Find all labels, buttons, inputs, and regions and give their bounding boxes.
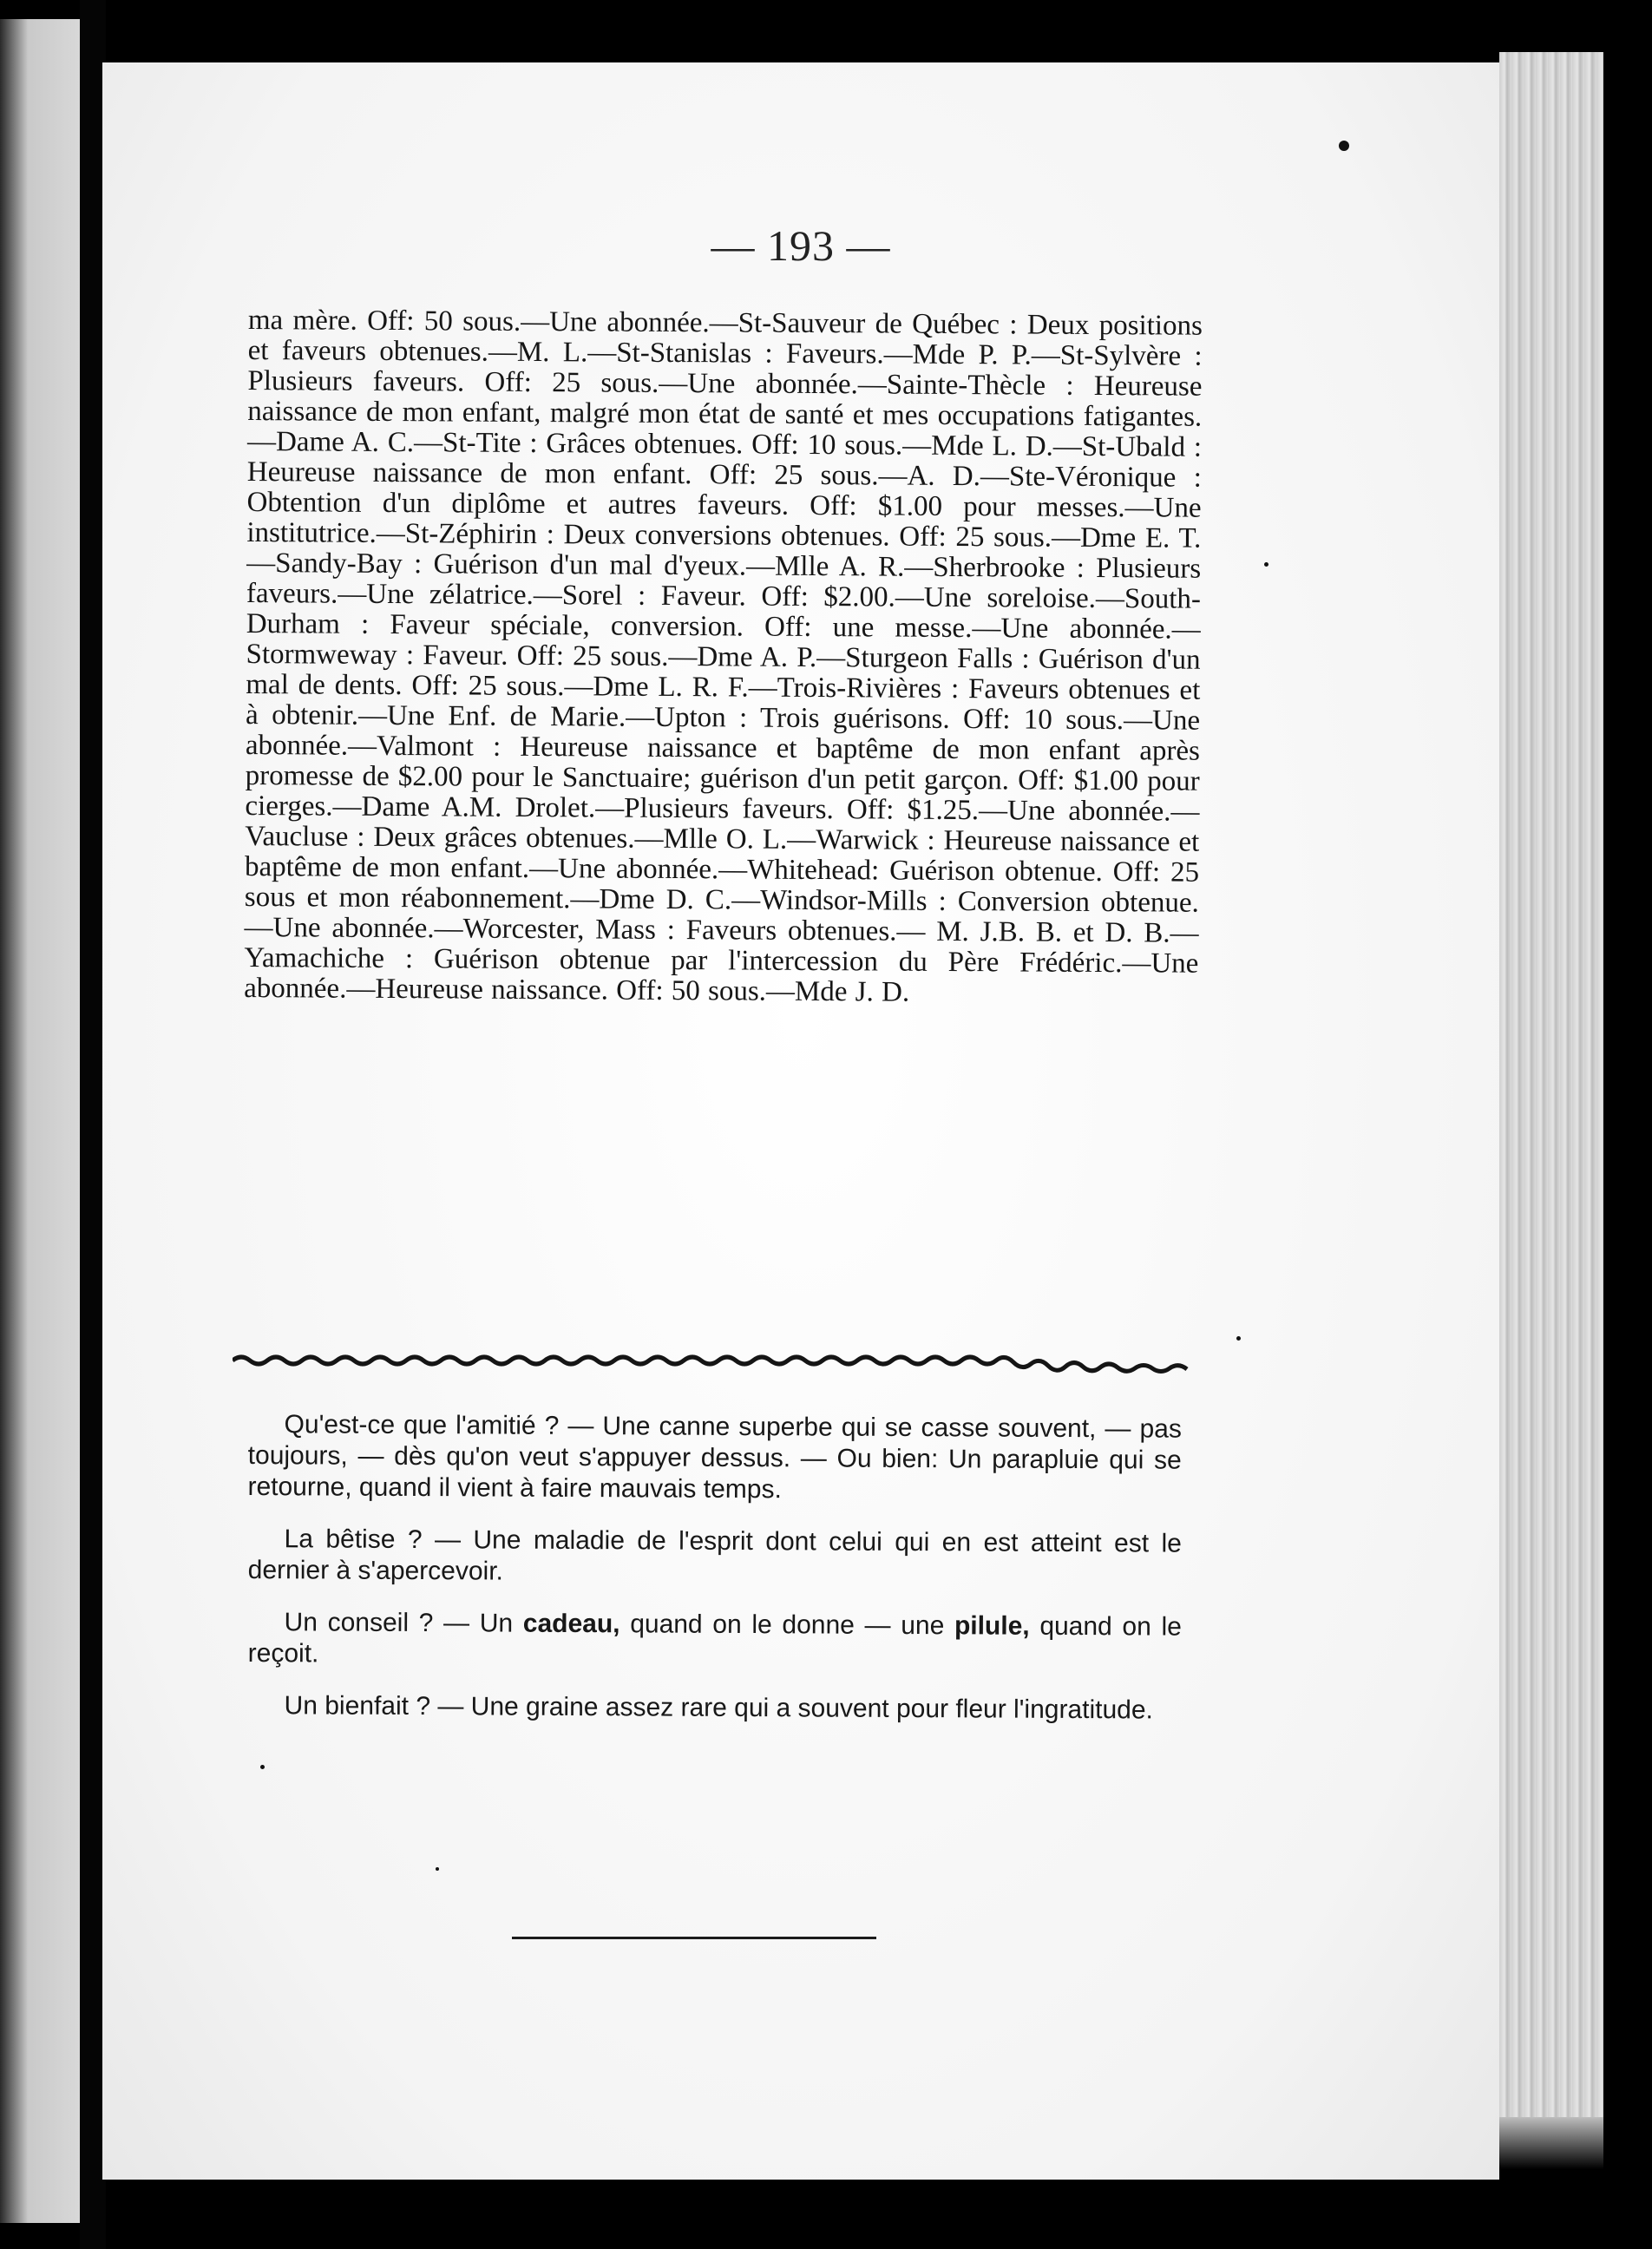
wavy-separator [233,1343,1196,1378]
maxim-friendship: Qu'est-ce que l'amitié ? — Une canne superbe qui se casse souvent, — pas toujours, — dès qu'on veut s'appuyer dessus. — Ou bien: Un parapluie qui se retourne, quand il vient à faire mauvais temps. [247,1410,1182,1505]
ink-speck [1236,1336,1241,1341]
maxim-advice-pre: Un conseil ? — Un [284,1608,523,1638]
maxim-kindness: Un bienfait ? — Une graine assez rare qui a souvent pour fleur l'ingratitude. [284,1691,1153,1725]
ink-speck [1339,141,1349,151]
maxim-advice-bold-gift: cadeau, [522,1609,620,1639]
page-stack-edges [1499,52,1603,2117]
maxim-advice-post: quand on le reçoit. [247,1611,1182,1669]
left-page-edge [0,19,80,2223]
entries-column [244,305,1203,1008]
ink-speck [1264,562,1268,567]
ink-speck [436,1867,439,1871]
maxim-advice-mid: quand on le donne — une [620,1610,955,1641]
ink-speck [260,1765,265,1769]
maxims-section [248,1409,1182,1742]
maxim-stupidity: La bêtise ? — Une maladie de l'esprit dont celui qui en est atteint est le dernier à s'apercevoir. [247,1524,1182,1586]
favors-list [244,305,1203,1008]
maxim-advice [248,1607,1182,1675]
maxim-advice-bold-pill: pilule, [954,1611,1030,1641]
favors-paragraph: ma mère. Off: 50 sous.—Une abonnée.—St-Sauveur de Québec : Deux positions et faveurs obtenues.—M. L.—St-Stanislas : Faveurs.—Mde P. P.—St-Sylvère : Plusieurs faveurs. Off: 25 sous.—Une abonnée.—Sainte-Thècle : Heureuse naissance de mon enfant, malgré mon état de santé et mes occupations fatigantes.—Dame A. C.—St-Tite : Grâces obtenues. Off: 10 sous.—Mde L. D.—St-Ubald : Heureuse naissance de mon enfant. Off: 25 sous.—A. D.—Ste-Véronique : Obtention d'un diplôme et autres faveurs. Off: $1.00 pour messes.—Une institutrice.—St-Zéphirin : Deux conversions obtenues. Off: 25 sous.—Dme E. T.—Sandy-Bay : Guérison d'un mal d'yeux.—Mlle A. R.—Sherbrooke : Plusieurs faveurs.—Une zélatrice.—Sorel : Faveur. Off: $2.00.—Une soreloise.—South-Durham : Faveur spéciale, conversion. Off: une messe.—Une abonnée.—Stormweway : Faveur. Off: 25 sous.—Dme A. P.—Sturgeon Falls : Guérison d'un mal de dents. Off: 25 sous.—Dme L. R. F.—Trois-Rivières : Faveurs obtenues et à obtenir.—Une Enf. de Marie.—Upton : Trois guérisons. Off: 10 sous.—Une abonnée.—Valmont : Heureuse naissance et baptême de mon enfant après promesse de $2.00 pour le Sanctuaire; guérison d'un petit garçon. Off: $1.00 pour cierges.—Dame A.M. Drolet.—Plusieurs faveurs. Off: $1.25.—Une abonnée.—Vaucluse : Deux grâces obtenues.—Mlle O. L.—Warwick : Heureuse naissance et baptême de mon enfant.—Une abonnée.—Whitehead: Guérison obtenue. Off: 25 sous et mon réabonnement.—Dme D. C.—Windsor-Mills : Conversion obtenue.—Une abonnée.—Worcester, Mass : Faveurs obtenues.— M. J.B. B. et D. B.—Yamachiche : Guérison obtenue par l'intercession du Père Frédéric.—Une abonnée.—Heureuse naissance. Off: 50 sous.—Mde J. D. [244,305,1203,1008]
page-number: — 193 — [711,221,891,270]
bottom-rule [512,1937,876,1939]
